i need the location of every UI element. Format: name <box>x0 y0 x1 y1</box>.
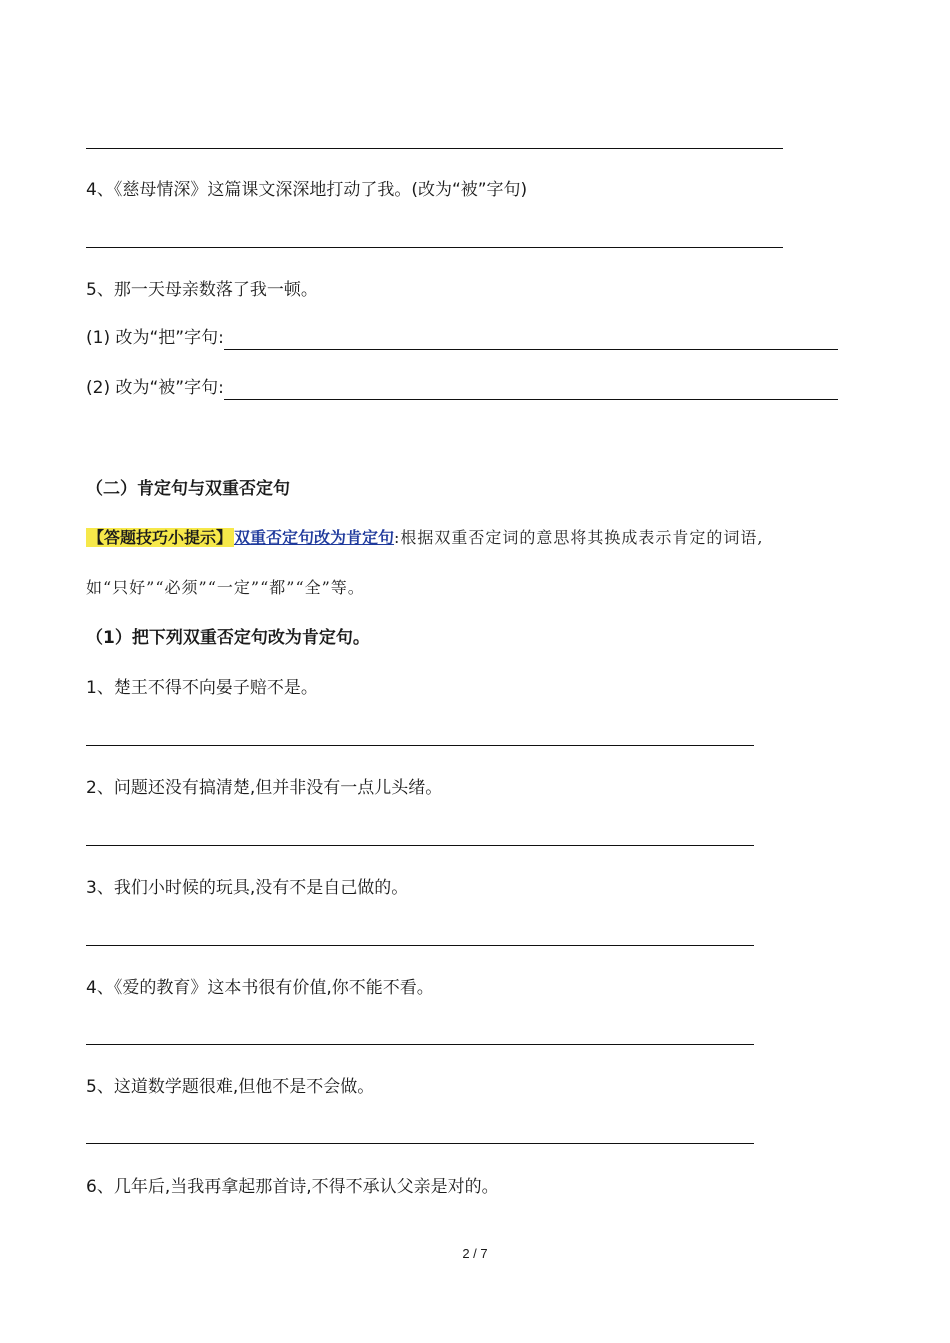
subheading: （1）把下列双重否定句改为肯定句。 <box>86 628 370 648</box>
question-item: 4、《爱的教育》这本书很有价值,你不能不看。 <box>86 978 434 998</box>
tip-line-2 <box>86 576 365 600</box>
question-5-part-1 <box>86 326 838 350</box>
question-item: 6、几年后,当我再拿起那首诗,不得不承认父亲是对的。 <box>86 1177 499 1197</box>
question-4: 4、《慈母情深》这篇课文深深地打动了我。(改为“被”字句) <box>86 180 528 200</box>
tip-text: :根据双重否定词的意思将其换成表示肯定的词语, <box>394 528 764 547</box>
tip-link: 双重否定句改为肯定句 <box>234 528 395 547</box>
page-number: 2 / 7 <box>462 1246 488 1261</box>
question-5-part-2 <box>86 376 838 400</box>
question-item: 1、楚王不得不向晏子赔不是。 <box>86 678 318 698</box>
answer-line[interactable] <box>86 247 783 248</box>
question-item: 2、问题还没有搞清楚,但并非没有一点儿头绪。 <box>86 778 443 798</box>
part-2-label: (2) 改为“被”字句: <box>86 378 224 398</box>
answer-line[interactable] <box>224 377 838 400</box>
answer-line[interactable] <box>86 845 754 846</box>
answer-line[interactable] <box>86 745 754 746</box>
section-title: （二）肯定句与双重否定句 <box>86 479 290 499</box>
tip-label: 【答题技巧小提示】 <box>88 528 233 547</box>
tip-line-1 <box>86 526 764 550</box>
question-item: 5、这道数学题很难,但他不是不会做。 <box>86 1077 375 1097</box>
answer-line[interactable] <box>86 1044 754 1045</box>
question-item: 3、我们小时候的玩具,没有不是自己做的。 <box>86 878 409 898</box>
tip-text-2: 如“只好”“必须”“一定”“都”“全”等。 <box>86 578 365 597</box>
question-5: 5、那一天母亲数落了我一顿。 <box>86 280 318 300</box>
answer-line[interactable] <box>224 327 838 350</box>
answer-line[interactable] <box>86 945 754 946</box>
answer-line[interactable] <box>86 1143 754 1144</box>
answer-line[interactable] <box>86 148 783 149</box>
part-1-label: (1) 改为“把”字句: <box>86 328 224 348</box>
